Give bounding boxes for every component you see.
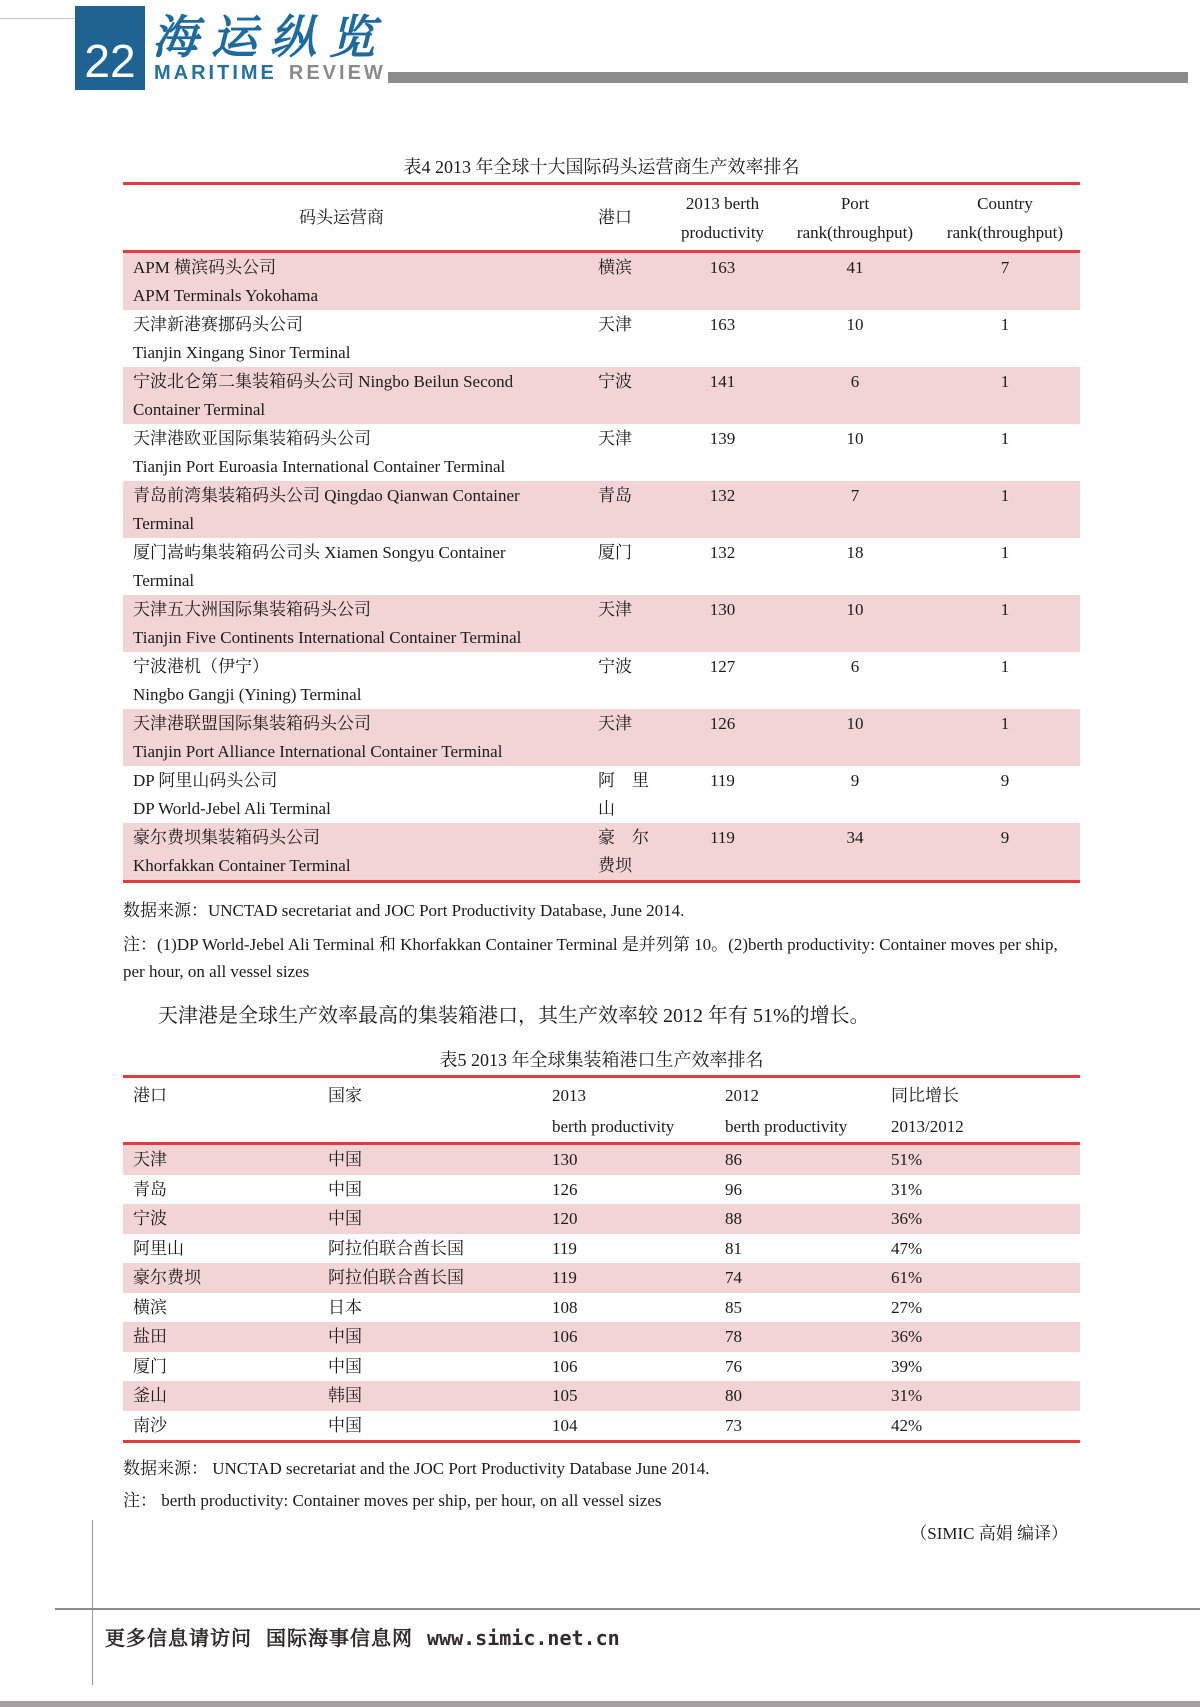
table5-row (123, 1175, 1080, 1205)
operator-name-cell (123, 766, 560, 823)
operator-name-en: Khorfakkan Container Terminal (133, 856, 351, 875)
port-cell: 釜山 (133, 1386, 167, 1405)
translator-credit: （SIMIC 高娟 编译） (910, 1524, 1068, 1543)
port-cell: 厦门 (133, 1356, 167, 1376)
footer-text (105, 1622, 620, 1651)
operator-name-en: Container Terminal (133, 400, 266, 419)
growth-cell: 36% (891, 1327, 923, 1346)
country-cell: 阿拉伯联合酋长国 (328, 1238, 464, 1258)
table4-row (123, 253, 1080, 310)
port-rank-cell: 34 (846, 828, 864, 847)
berth-productivity-cell: 127 (709, 657, 736, 676)
table5-header-growth: 同比增长 2013/2012 (891, 1086, 964, 1136)
table5-header-row (123, 1078, 1080, 1145)
operator-name-zh: 青岛前湾集装箱码头公司 Qingdao Qianwan Container (133, 486, 520, 505)
footer-site-name: 国际海事信息网 (266, 1628, 413, 1650)
operator-name-cell (123, 424, 560, 481)
port-rank-cell: 6 (850, 372, 860, 391)
operator-name-zh: 天津新港赛挪码头公司 (133, 315, 303, 334)
berth-productivity-cell: 126 (709, 714, 736, 733)
growth-cell: 31% (891, 1179, 923, 1199)
productivity-2012-cell: 88 (725, 1209, 742, 1228)
port-rank-cell: 41 (846, 258, 864, 277)
operator-name-en: Terminal (133, 514, 195, 533)
port-cell: 南沙 (133, 1415, 167, 1435)
table4-row (123, 310, 1080, 367)
country-rank-cell: 1 (1000, 714, 1010, 733)
table4-row (123, 424, 1080, 481)
table4-bottom-rule (123, 880, 1080, 883)
productivity-2012-cell: 85 (725, 1297, 742, 1317)
country-rank-cell: 1 (1000, 429, 1010, 448)
productivity-2013-cell: 106 (552, 1356, 578, 1376)
review-label: REVIEW (288, 62, 386, 84)
operator-name-cell (123, 709, 560, 766)
country-cell: 阿拉伯联合酋长国 (328, 1268, 464, 1287)
country-rank-cell: 1 (1000, 315, 1010, 334)
country-rank-cell: 1 (1000, 372, 1010, 391)
port-cell: 阿里山 (133, 1238, 184, 1258)
table5-row (123, 1234, 1080, 1264)
berth-productivity-cell: 132 (709, 486, 736, 505)
port-rank-cell: 9 (850, 771, 860, 790)
berth-productivity-cell: 119 (710, 771, 735, 790)
growth-cell: 27% (891, 1297, 923, 1317)
productivity-2012-cell: 96 (725, 1179, 742, 1199)
country-rank-cell: 1 (1000, 486, 1010, 505)
operator-name-cell (123, 253, 560, 310)
table4-row (123, 823, 1080, 880)
operator-name-zh: APM 横滨码头公司 (133, 258, 277, 277)
operator-name-en: Tianjin Port Alliance International Container Terminal (133, 742, 503, 761)
productivity-2013-cell: 126 (552, 1179, 578, 1199)
port-cell: 宁波 (598, 657, 632, 676)
operator-name-zh: 厦门嵩屿集装箱码公司头 Xiamen Songyu Container (133, 543, 506, 562)
port-rank-cell: 10 (846, 714, 864, 733)
table4-row (123, 538, 1080, 595)
page-content-column (123, 0, 1080, 1547)
country-cell: 中国 (328, 1150, 362, 1169)
country-cell: 中国 (328, 1209, 362, 1228)
table4-row (123, 766, 1080, 823)
body-paragraph: 天津港是全球生产效率最高的集装箱港口，其生产效率较 2012 年有 51%的增长。 (158, 1005, 870, 1027)
table4-note: 注：(1)DP World-Jebel Ali Terminal 和 Khorfakkan Container Terminal 是并列第 10。(2)berth productivity: Container moves per ship, per hour, on all vessel sizes (123, 935, 1058, 981)
productivity-2012-cell: 86 (725, 1150, 742, 1169)
berth-productivity-cell: 163 (709, 258, 736, 277)
productivity-2012-cell: 74 (725, 1268, 742, 1287)
operator-name-cell (123, 367, 560, 424)
productivity-2013-cell: 105 (552, 1386, 578, 1405)
growth-cell: 47% (891, 1238, 923, 1258)
port-rank-cell: 6 (850, 657, 860, 676)
berth-productivity-cell: 130 (709, 600, 736, 619)
table4-header-productivity: 2013 berth productivity (680, 194, 765, 242)
country-rank-cell: 1 (1000, 543, 1010, 562)
growth-cell: 61% (891, 1268, 923, 1287)
country-rank-cell: 1 (1000, 600, 1010, 619)
operator-name-en: Terminal (133, 571, 195, 590)
table4-source: 数据来源：UNCTAD secretariat and JOC Port Productivity Database, June 2014. (123, 901, 685, 920)
productivity-2013-cell: 119 (552, 1238, 577, 1258)
table5-row (123, 1145, 1080, 1175)
port-rank-cell: 7 (850, 486, 860, 505)
port-cell: 豪尔费坝 (133, 1268, 201, 1287)
table5-body (123, 1145, 1080, 1440)
berth-productivity-cell: 132 (709, 543, 736, 562)
table4-header-country-rank: Country rank(throughput) (946, 194, 1064, 242)
growth-cell: 51% (891, 1150, 923, 1169)
table5-bottom-rule (123, 1440, 1080, 1443)
productivity-2012-cell: 78 (725, 1327, 742, 1346)
productivity-2013-cell: 106 (552, 1327, 578, 1346)
port-cell: 天津 (133, 1150, 167, 1169)
footer-rule (55, 1608, 1200, 1610)
productivity-2013-cell: 108 (552, 1297, 578, 1317)
table4-row (123, 709, 1080, 766)
table4-header-port: 港口 (598, 208, 632, 227)
operator-name-cell (123, 652, 560, 709)
table5-row (123, 1381, 1080, 1411)
brand-calligraphy-title: 海运纵览 (152, 10, 388, 64)
table5-note: 注： berth productivity: Container moves per ship, per hour, on all vessel sizes (123, 1491, 662, 1510)
table4-header-port-rank: Port rank(throughput) (796, 194, 914, 242)
table4-body (123, 253, 1080, 880)
port-cell: 天津 (598, 429, 632, 448)
footer-site-url: www.simic.net.cn (427, 1626, 620, 1650)
berth-productivity-cell: 141 (709, 372, 736, 391)
port-cell: 盐田 (133, 1327, 167, 1346)
country-rank-cell: 9 (1000, 771, 1010, 790)
table5-row (123, 1411, 1080, 1441)
operator-name-zh: 天津港联盟国际集装箱码头公司 (133, 714, 371, 733)
operator-name-cell (123, 823, 560, 880)
operator-name-en: Tianjin Five Continents International Container Terminal (133, 628, 522, 647)
operator-name-zh: 天津港欧亚国际集装箱码头公司 (133, 429, 371, 448)
table5-row (123, 1204, 1080, 1234)
port-rank-cell: 10 (846, 429, 864, 448)
operator-name-cell (123, 481, 560, 538)
growth-cell: 42% (891, 1415, 923, 1435)
table4-header-operator: 码头运营商 (299, 208, 384, 227)
table5-header-2012: 2012 berth productivity (725, 1086, 848, 1136)
country-cell: 日本 (328, 1297, 362, 1317)
productivity-2013-cell: 130 (552, 1150, 578, 1169)
operator-name-zh: DP 阿里山码头公司 (133, 771, 278, 790)
table4-title: 表4 2013 年全球十大国际码头运营商生产效率排名 (403, 157, 800, 177)
growth-cell: 31% (891, 1386, 923, 1405)
port-cell: 阿 里 山 (598, 771, 649, 818)
table5-row (123, 1293, 1080, 1323)
productivity-2013-cell: 119 (552, 1268, 577, 1287)
footer-prefix: 更多信息请访问 (105, 1628, 252, 1650)
productivity-2012-cell: 76 (725, 1356, 742, 1376)
operator-name-en: Tianjin Xingang Sinor Terminal (133, 343, 351, 362)
berth-productivity-cell: 139 (709, 429, 736, 448)
port-cell: 横滨 (598, 258, 632, 277)
port-cell: 天津 (598, 714, 632, 733)
operator-name-en: Tianjin Port Euroasia International Container Terminal (133, 457, 506, 476)
country-cell: 中国 (328, 1356, 362, 1376)
table5-source: 数据来源： UNCTAD secretariat and the JOC Port Productivity Database June 2014. (123, 1459, 710, 1478)
country-cell: 韩国 (328, 1386, 362, 1405)
berth-productivity-cell: 163 (709, 315, 736, 334)
table5-header-2013: 2013 berth productivity (552, 1086, 675, 1136)
port-cell: 天津 (598, 315, 632, 334)
operator-name-en: APM Terminals Yokohama (133, 286, 319, 305)
table5-header-port: 港口 (133, 1086, 167, 1105)
table5-row (123, 1322, 1080, 1352)
table4-row (123, 481, 1080, 538)
table4-row (123, 652, 1080, 709)
country-rank-cell: 9 (1000, 828, 1010, 847)
operator-name-zh: 宁波北仑第二集装箱码头公司 Ningbo Beilun Second (133, 372, 514, 391)
operator-name-zh: 豪尔费坝集装箱码头公司 (133, 828, 320, 847)
port-rank-cell: 18 (846, 543, 864, 562)
port-cell: 厦门 (598, 543, 632, 562)
port-cell: 豪 尔 费坝 (598, 828, 649, 875)
port-cell: 青岛 (598, 486, 632, 505)
berth-productivity-cell: 119 (710, 828, 735, 847)
operator-name-cell (123, 538, 560, 595)
port-cell: 青岛 (133, 1179, 167, 1199)
productivity-2012-cell: 81 (725, 1238, 742, 1258)
operator-name-en: Ningbo Gangji (Yining) Terminal (133, 685, 362, 704)
country-cell: 中国 (328, 1415, 362, 1435)
table5-title: 表5 2013 年全球集装箱港口生产效率排名 (439, 1050, 764, 1070)
port-cell: 天津 (598, 600, 632, 619)
productivity-2013-cell: 104 (552, 1415, 578, 1435)
operator-name-en: DP World-Jebel Ali Terminal (133, 799, 331, 818)
country-rank-cell: 7 (1000, 258, 1010, 277)
maritime-label: MARITIME (154, 62, 277, 84)
port-rank-cell: 10 (846, 315, 864, 334)
country-cell: 中国 (328, 1179, 362, 1199)
table5-row (123, 1263, 1080, 1293)
port-cell: 宁波 (133, 1209, 167, 1228)
productivity-2012-cell: 80 (725, 1386, 742, 1405)
port-cell: 横滨 (133, 1297, 167, 1317)
growth-cell: 39% (891, 1356, 923, 1376)
operator-name-cell (123, 310, 560, 367)
bottom-edge-bar (0, 1701, 1200, 1707)
port-rank-cell: 10 (846, 600, 864, 619)
operator-name-zh: 宁波港机（伊宁） (133, 657, 269, 676)
table5-row (123, 1352, 1080, 1382)
operator-name-cell (123, 595, 560, 652)
table4-row (123, 367, 1080, 424)
productivity-2012-cell: 73 (725, 1415, 742, 1435)
country-rank-cell: 1 (1000, 657, 1010, 676)
table4-header-row (123, 185, 1080, 253)
growth-cell: 36% (891, 1209, 923, 1228)
productivity-2013-cell: 120 (552, 1209, 578, 1228)
country-cell: 中国 (328, 1327, 362, 1346)
crop-mark-footer-vertical (92, 1520, 93, 1685)
table5-header-country: 国家 (328, 1086, 362, 1105)
operator-name-zh: 天津五大洲国际集装箱码头公司 (133, 600, 371, 619)
port-cell: 宁波 (598, 372, 632, 391)
page-number: 22 (84, 35, 136, 87)
table4-row (123, 595, 1080, 652)
